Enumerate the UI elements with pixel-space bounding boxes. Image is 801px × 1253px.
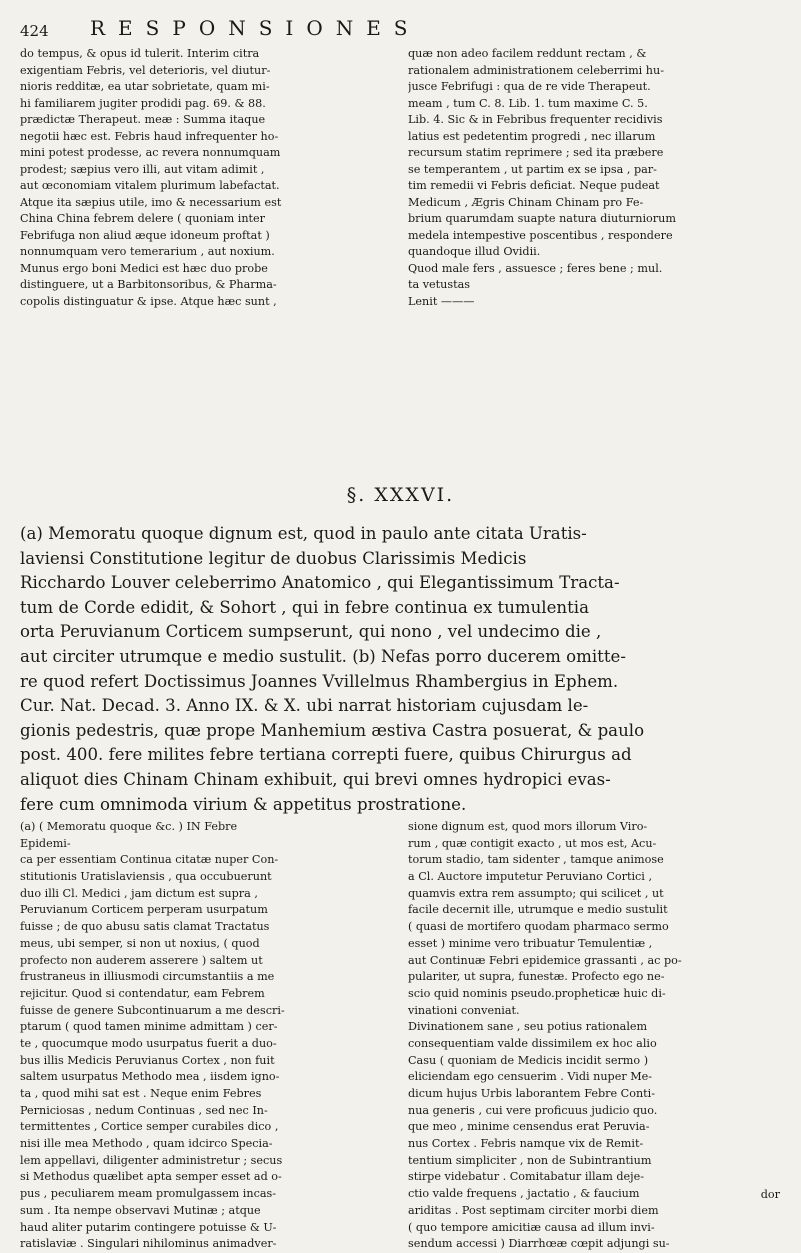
text-line: do tempus, & opus id tulerit. Interim citra [20, 47, 260, 60]
text-line: tum de Corde edidit, & Sohort , qui in febre continua ex tumulentia [20, 597, 589, 617]
text-line: quamvis extra rem assumpto; qui scilicet , ut [408, 886, 664, 900]
text-line: nua generis , cui vere proficuus judicio quo. [408, 1103, 658, 1117]
text-line: meam , tum C. 8. Lib. 1. tum maxime C. 5. [408, 96, 648, 110]
footnote-left-column [20, 819, 388, 1253]
text-line: Epidemi- [20, 836, 71, 850]
text-line: re quod refert Doctissimus Joannes Vvillelmus Rhambergius in Ephem. [20, 671, 619, 691]
text-line: aut œconomiam vitalem plurimum labefactat. [20, 179, 280, 192]
text-line: sum . Ita nempe observavi Mutinæ ; atque [20, 1203, 261, 1217]
text-line: Febrifuga non aliud æque idoneum proftat ) [20, 228, 270, 242]
text-line: Lib. 4. Sic & in Febribus frequenter recidivis [408, 113, 663, 126]
top-left-column [20, 46, 388, 310]
text-line: exigentiam Febris, vel deterioris, vel diutur- [20, 63, 271, 77]
text-line: ariditas . Post septimam circiter morbi diem [408, 1203, 659, 1217]
text-line: recursum statim reprimere ; sed ita præbere [408, 146, 664, 159]
text-line: Perniciosas , nedum Continuas , sed nec In- [20, 1103, 268, 1117]
text-line: ta vetustas [408, 278, 471, 291]
text-line: scio quid nominis pseudo.propheticæ huic di- [408, 986, 666, 1000]
text-line: aut circiter utrumque e medio sustulit. (b) Nefas porro ducerem omitte- [20, 646, 626, 666]
text-line: consequentiam valde dissimilem ex hoc alio [408, 1036, 657, 1050]
text-line: ptarum ( quod tamen minime admittam ) cer- [20, 1020, 278, 1034]
text-line: lem appellavi, diligenter administretur ; secus [20, 1153, 283, 1167]
text-line: quandoque illud Ovidii. [408, 245, 541, 258]
text-line: ctio valde frequens , jactatio , & faucium [408, 1187, 640, 1201]
text-line: ratislaviæ . Singulari nihilominus animadver- [20, 1237, 277, 1251]
text-line: tentium simpliciter , non de Subintrantium [408, 1153, 652, 1167]
text-line: saltem usurpatus Methodo mea , iisdem igno- [20, 1070, 280, 1084]
text-line: a Cl. Auctore imputetur Peruviano Cortici , [408, 870, 652, 884]
main-paragraph [20, 522, 782, 817]
text-line: Divinationem sane , seu potius rationalem [408, 1020, 648, 1034]
text-line: fuisse ; de quo abusu satis clamat Tractatus [20, 920, 270, 934]
text-line: que meo , minime censendus erat Peruvia- [408, 1120, 650, 1134]
text-line: post. 400. fere milites febre tertiana correpti fuere, quibus Chirurgus ad [20, 745, 632, 765]
text-line: profecto non auderem asserere ) saltem ut [20, 953, 263, 967]
text-line: tim remedii vi Febris deficiat. Neque pudeat [408, 179, 660, 192]
text-line: Lenit ——— [408, 294, 475, 308]
running-title: RESPONSIONES [90, 16, 421, 40]
text-line: stirpe videbatur . Comitabatur illam deje- [408, 1170, 645, 1184]
text-line: Quod male fers , assuesce ; feres bene ; mul. [408, 261, 663, 275]
catchword: dor [760, 1188, 780, 1201]
text-line: China China febrem delere ( quoniam inter [20, 212, 265, 225]
text-line: rejicitur. Quod si contendatur, eam Febrem [20, 986, 265, 1000]
text-line: orta Peruvianum Corticem sumpserunt, qui nono , vel undecimo die , [20, 622, 602, 642]
text-line: rum , quæ contigit exacto , ut mos est, Acu- [408, 836, 657, 850]
text-line: Casu ( quoniam de Medicis incidit sermo ) [408, 1053, 649, 1067]
text-line: vinationi conveniat. [408, 1003, 520, 1017]
text-line: duo illi Cl. Medici , jam dictum est supra , [20, 886, 258, 900]
text-line: Ricchardo Louver celeberrimo Anatomico , qui Elegantissimum Tracta- [20, 573, 620, 593]
text-line: Medicum , Ægris Chinam Chinam pro Fe- [408, 195, 644, 209]
text-line: jusce Febrifugi : qua de re vide Therapeut. [408, 80, 651, 93]
text-line: aliquot dies Chinam Chinam exhibuit, qui brevi omnes hydropici evas- [20, 769, 611, 789]
text-line: Munus ergo boni Medici est hæc duo probe [20, 261, 268, 275]
text-line: fere cum omnimoda virium & appetitus prostratione. [20, 794, 467, 814]
text-line: te , quocumque modo usurpatus fuerit a duo- [20, 1036, 277, 1050]
text-line: aut Continuæ Febri epidemice grassanti , ac po- [408, 953, 682, 967]
text-line: Cur. Nat. Decad. 3. Anno IX. & X. ubi narrat historiam cujusdam le- [20, 696, 589, 716]
text-line: ta , quod mihi sat est . Neque enim Febres [20, 1087, 262, 1100]
text-line: nonnumquam vero temerarium , aut noxium. [20, 245, 275, 258]
text-line: meus, ubi semper, si non ut noxius, ( quod [20, 936, 260, 950]
text-line: nus Cortex . Febris namque vix de Remit- [408, 1137, 644, 1151]
text-line: brium quarumdam suapte natura diuturniorum [408, 212, 676, 225]
text-line: se temperantem , ut partim ex se ipsa , par- [408, 162, 657, 176]
text-line: sione dignum est, quod mors illorum Viro- [408, 820, 648, 833]
text-line: frustraneus in illiusmodi circumstantiis a me [20, 970, 275, 984]
text-line: facile decernit ille, utrumque e medio sustulit [408, 903, 668, 917]
text-line: ( quo tempore amicitiæ causa ad illum invi- [408, 1220, 655, 1234]
text-line: termittentes , Cortice semper curabiles dico , [20, 1120, 279, 1134]
text-line: Peruvianum Corticem perperam usurpatum [20, 903, 268, 917]
text-line: medela intempestive poscentibus , respondere [408, 228, 673, 242]
text-line: torum stadio, tam sidenter , tamque animose [408, 853, 664, 867]
section-heading: §. XXXVI. [346, 484, 455, 506]
text-line: haud aliter putarim contingere potuisse & U- [20, 1220, 277, 1234]
text-line: dicum hujus Urbis laborantem Febre Conti- [408, 1087, 656, 1100]
text-line: eliciendam ego censuerim . Vidi nuper Me- [408, 1070, 653, 1084]
text-line: nioris redditæ, ea utar sobrietate, quam mi- [20, 80, 270, 93]
page-number: 424 [20, 22, 49, 40]
text-line: mini potest prodesse, ac revera nonnumquam [20, 146, 281, 159]
text-line: prædictæ Therapeut. meæ : Summa itaque [20, 113, 266, 126]
text-line: distinguere, ut a Barbitonsoribus, & Pharma- [20, 278, 277, 291]
text-line: prodest; sæpius vero illi, aut vitam adimit , [20, 162, 265, 176]
text-line: sendum accessi ) Diarrhœæ cœpit adjungi su- [408, 1237, 670, 1251]
text-line: ca per essentiam Continua citatæ nuper Con- [20, 853, 279, 867]
top-right-column [408, 46, 780, 310]
text-line: nisi ille mea Methodo , quam idcirco Specia- [20, 1137, 273, 1151]
text-line: esset ) minime vero tribuatur Temulentiæ , [408, 936, 653, 950]
text-line: pulariter, ut supra, funestæ. Profecto ego ne- [408, 970, 665, 984]
running-head [20, 16, 790, 42]
text-line: ( quasi de mortifero quodam pharmaco sermo [408, 920, 669, 934]
text-line: gionis pedestris, quæ prope Manhemium æstiva Castra posuerat, & paulo [20, 720, 645, 740]
text-line: quæ non adeo facilem reddunt rectam , & [408, 47, 647, 60]
text-line: hi familiarem jugiter prodidi pag. 69. & 88. [20, 96, 266, 110]
text-line: latius est pedetentim progredi , nec illarum [408, 129, 656, 143]
text-line: bus illis Medicis Peruvianus Cortex , non fuit [20, 1053, 275, 1067]
text-line: (a) Memoratu quoque dignum est, quod in paulo ante citata Uratis- [20, 524, 587, 543]
text-line: si Methodus quælibet apta semper esset ad o- [20, 1170, 282, 1184]
text-line: pus , peculiarem meam promulgassem incas- [20, 1187, 277, 1201]
text-line: fuisse de genere Subcontinuarum a me descri- [20, 1003, 285, 1017]
text-line: laviensi Constitutione legitur de duobus Clarissimis Medicis [20, 548, 527, 568]
text-line: stitutionis Uratislaviensis , qua occubuerunt [20, 870, 272, 884]
text-line: Atque ita sæpius utile, imo & necessarium est [20, 195, 282, 209]
text-line: copolis distinguatur & ipse. Atque hæc sunt , [20, 294, 277, 308]
text-line: (a) ( Memoratu quoque &c. ) IN Febre [20, 820, 238, 833]
text-line: rationalem administrationem celeberrimi hu- [408, 63, 664, 77]
text-line: negotii hæc est. Febris haud infrequenter ho- [20, 129, 279, 143]
